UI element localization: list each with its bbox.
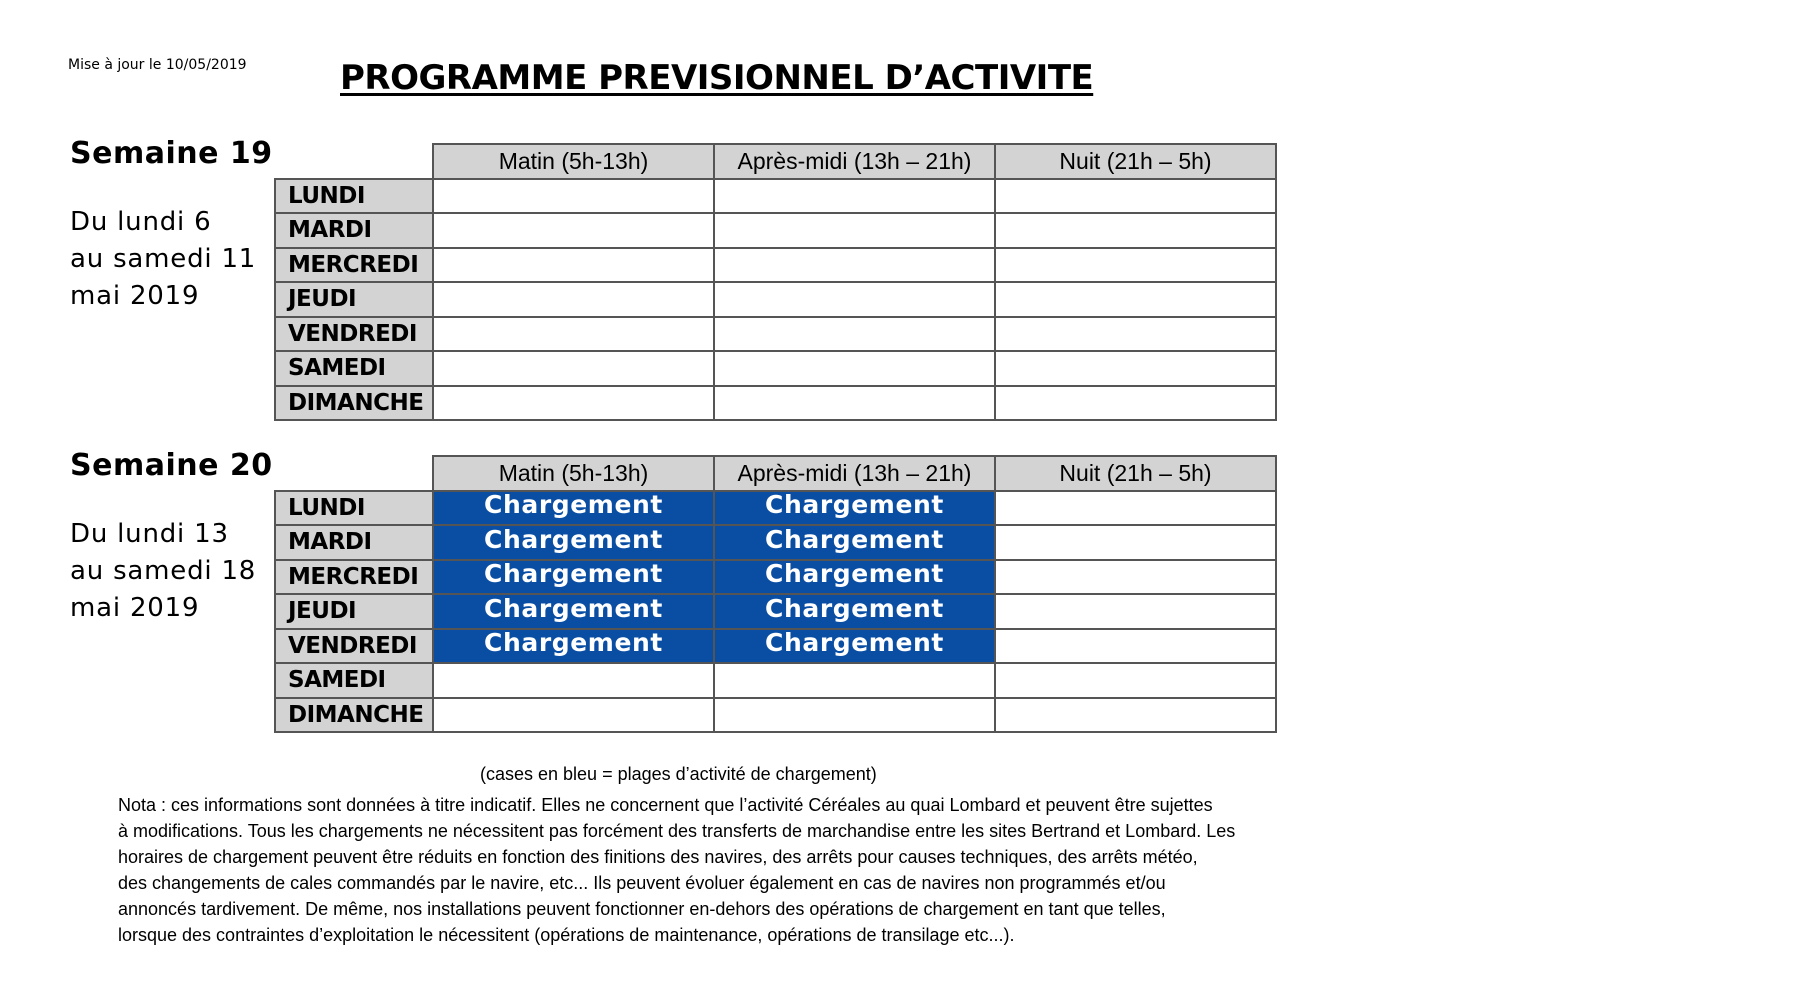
slot-cell-chargement [714, 525, 995, 560]
nota-line: horaires de chargement peuvent être réduits en fonction des finitions des navires, des arrêts pour causes techniques, des arrêts météo, [118, 847, 1198, 867]
slot-text: Chargement [765, 524, 944, 554]
header-row [275, 456, 1276, 491]
week-20-range: Du lundi 13 au samedi 18 mai 2019 [70, 519, 257, 623]
slot-text: Chargement [765, 490, 944, 520]
update-date: Mise à jour le 10/05/2019 [68, 57, 247, 73]
day-label: LUNDI [275, 179, 433, 214]
column-header: Nuit (21h – 5h) [995, 144, 1276, 179]
day-label: MARDI [275, 213, 433, 248]
slot-cell-empty [714, 698, 995, 733]
day-label: MERCREDI [275, 248, 433, 283]
slot-cell-empty [995, 386, 1276, 421]
slot-cell-empty [714, 213, 995, 248]
slot-cell-empty [995, 248, 1276, 283]
nota-line: des changements de cales commandés par le navire, etc... Ils peuvent évoluer également en cas de navires non programmés et/ou [118, 873, 1166, 893]
table-row [275, 491, 1276, 526]
day-label: SAMEDI [275, 663, 433, 698]
table-row [275, 213, 1276, 248]
slot-cell-empty [433, 248, 714, 283]
day-label: SAMEDI [275, 351, 433, 386]
slot-cell-chargement [714, 560, 995, 595]
slot-cell-empty [714, 317, 995, 352]
slot-cell-empty [433, 351, 714, 386]
slot-cell-empty [995, 179, 1276, 214]
column-header: Après-midi (13h – 21h) [714, 456, 995, 491]
slot-cell-chargement [714, 629, 995, 664]
nota-line: annoncés tardivement. De même, nos installations peuvent fonctionner en-dehors des opérations de chargement en tant que telles, [118, 899, 1166, 919]
slot-cell-empty [433, 663, 714, 698]
slot-cell-chargement [714, 491, 995, 526]
slot-cell-empty [995, 491, 1276, 526]
slot-cell-empty [433, 213, 714, 248]
week-20-title: Semaine 20 [70, 448, 273, 483]
slot-cell-empty [995, 213, 1276, 248]
slot-cell-empty [433, 179, 714, 214]
table-row [275, 386, 1276, 421]
slot-cell-empty [433, 282, 714, 317]
slot-cell-empty [995, 317, 1276, 352]
slot-text: Chargement [484, 593, 663, 623]
slot-cell-empty [714, 248, 995, 283]
table-row [275, 282, 1276, 317]
slot-cell-empty [995, 698, 1276, 733]
week-20-table [274, 455, 1277, 733]
table-row [275, 560, 1276, 595]
nota-line: Nota : ces informations sont données à titre indicatif. Elles ne concernent que l’activité Céréales au quai Lombard et peuvent être sujettes [118, 795, 1213, 815]
day-label: MARDI [275, 525, 433, 560]
week-19-table [274, 143, 1277, 421]
corner-cell [275, 144, 433, 179]
day-label: MERCREDI [275, 560, 433, 595]
slot-cell-empty [433, 317, 714, 352]
slot-text: Chargement [765, 559, 944, 589]
table-row [275, 663, 1276, 698]
slot-cell-chargement [433, 560, 714, 595]
page-title: PROGRAMME PREVISIONNEL D’ACTIVITE [340, 58, 1094, 98]
nota-paragraph [118, 792, 1268, 948]
day-label: VENDREDI [275, 317, 433, 352]
nota-line: à modifications. Tous les chargements ne nécessitent pas forcément des transferts de marchandise entre les sites Bertrand et Lombard. Les [118, 821, 1236, 841]
day-label: JEUDI [275, 594, 433, 629]
slot-cell-empty [714, 663, 995, 698]
slot-cell-empty [995, 282, 1276, 317]
slot-cell-empty [995, 560, 1276, 595]
table-row [275, 317, 1276, 352]
slot-cell-chargement [433, 525, 714, 560]
slot-cell-empty [995, 629, 1276, 664]
slot-cell-empty [995, 663, 1276, 698]
slot-cell-empty [995, 351, 1276, 386]
slot-cell-empty [714, 386, 995, 421]
slot-text: Chargement [765, 628, 944, 658]
slot-cell-chargement [433, 594, 714, 629]
slot-cell-chargement [714, 594, 995, 629]
slot-text: Chargement [484, 524, 663, 554]
slot-text: Chargement [765, 593, 944, 623]
slot-cell-empty [433, 386, 714, 421]
column-header: Matin (5h-13h) [433, 456, 714, 491]
slot-cell-empty [995, 594, 1276, 629]
slot-text: Chargement [484, 628, 663, 658]
column-header: Nuit (21h – 5h) [995, 456, 1276, 491]
week-19-range: Du lundi 6 au samedi 11 mai 2019 [70, 207, 257, 311]
slot-cell-empty [714, 351, 995, 386]
table-row [275, 248, 1276, 283]
day-label: VENDREDI [275, 629, 433, 664]
header-row [275, 144, 1276, 179]
week-19-title: Semaine 19 [70, 136, 273, 171]
slot-cell-empty [714, 282, 995, 317]
table-row [275, 525, 1276, 560]
day-label: DIMANCHE [275, 386, 433, 421]
table-row [275, 351, 1276, 386]
nota-line: lorsque des contraintes d’exploitation le nécessitent (opérations de maintenance, opérations de transilage etc...). [118, 925, 1015, 945]
day-label: LUNDI [275, 491, 433, 526]
slot-text: Chargement [484, 559, 663, 589]
corner-cell [275, 456, 433, 491]
table-row [275, 594, 1276, 629]
table-row [275, 629, 1276, 664]
slot-text: Chargement [484, 490, 663, 520]
column-header: Après-midi (13h – 21h) [714, 144, 995, 179]
table-row [275, 179, 1276, 214]
slot-cell-chargement [433, 629, 714, 664]
slot-cell-empty [433, 698, 714, 733]
slot-cell-empty [995, 525, 1276, 560]
table-row [275, 698, 1276, 733]
legend-note: (cases en bleu = plages d’activité de chargement) [480, 764, 877, 784]
slot-cell-chargement [433, 491, 714, 526]
slot-cell-empty [714, 179, 995, 214]
day-label: DIMANCHE [275, 698, 433, 733]
column-header: Matin (5h-13h) [433, 144, 714, 179]
day-label: JEUDI [275, 282, 433, 317]
